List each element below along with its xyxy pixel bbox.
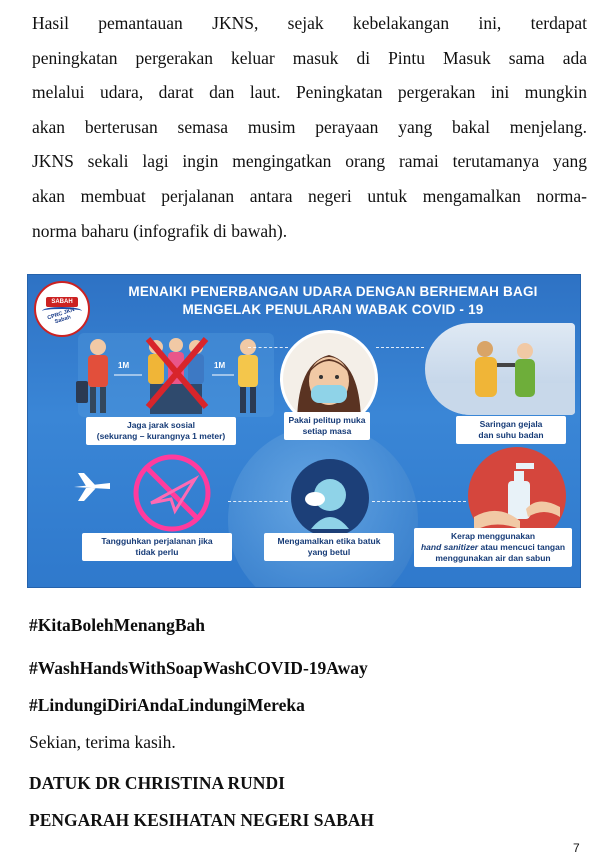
distance-label-left: 1M <box>118 361 130 370</box>
postpone-travel-illustration <box>123 453 221 533</box>
social-distancing-illustration <box>76 327 276 419</box>
cough-etiquette-illustration <box>291 459 369 537</box>
paragraph-line: peningkatan pergerakan keluar masuk di Pintu Masuk sama ada <box>32 47 587 68</box>
infographic-title <box>98 283 568 319</box>
airplane-icon <box>72 471 112 503</box>
body-paragraph <box>32 6 587 248</box>
distance-label-right: 1M <box>214 361 226 370</box>
infographic-title-line2: MENGELAK PENULARAN WABAK COVID - 19 <box>182 302 484 317</box>
connector-line <box>228 501 288 502</box>
connector-line <box>248 347 288 348</box>
covid-travel-infographic <box>27 274 581 588</box>
hashtag: #WashHandsWithSoapWashCOVID-19Away <box>29 658 368 678</box>
caption-social-distancing: Jaga jarak sosial (sekurang – kurangnya 1 meter) <box>86 417 236 445</box>
signatory-title: PENGARAH KESIHATAN NEGERI SABAH <box>29 810 375 830</box>
coughing-person-icon <box>291 459 369 537</box>
hashtag: #LindungiDiriAndaLindungiMereka <box>29 695 305 715</box>
paragraph-line: melalui udara, darat dan laut. Peningkatan pergerakan ini mungkin <box>32 82 587 103</box>
caption-wear-mask: Pakai pelitup muka setiap masa <box>284 412 370 440</box>
thermal-screening-icon <box>425 323 575 415</box>
paragraph-line: akan membuat perjalanan antara negeri untuk mengamalkan norma- <box>32 185 587 206</box>
connector-line <box>376 347 424 348</box>
closing-text: Sekian, terima kasih. <box>29 732 176 752</box>
hashtag: #KitaBolehMenangBah <box>29 615 205 635</box>
logo-ring-text: CPRC JKN Sabah <box>46 306 76 326</box>
caption-screening: Saringan gejala dan suhu badan <box>456 416 566 444</box>
screening-illustration <box>425 323 575 415</box>
caption-postpone-travel: Tangguhkan perjalanan jika tidak perlu <box>82 533 232 561</box>
paragraph-line: Hasil pemantauan JKNS, sejak kebelakangan ini, terdapat <box>32 13 587 33</box>
signatory-name: DATUK DR CHRISTINA RUNDI <box>29 773 285 793</box>
infographic-title-line1: MENAIKI PENERBANGAN UDARA DENGAN BERHEMAH BAGI <box>128 284 538 299</box>
logo-band-text: SABAH <box>51 299 73 305</box>
paragraph-line: JKNS sekali lagi ingin mengingatkan orang ramai terutamanya yang <box>32 151 587 172</box>
connector-line <box>372 501 466 502</box>
paragraph-line: akan berterusan semasa musim perayaan yang bakal menjelang. <box>32 116 587 137</box>
caption-hand-wash: Kerap menggunakan hand sanitizer atau mencuci tangan menggunakan air dan sabun <box>414 528 572 567</box>
page-number: 7 <box>573 841 580 855</box>
caption-cough-etiquette: Mengamalkan etika batuk yang betul <box>264 533 394 561</box>
paragraph-line: norma baharu (infografik di bawah). <box>32 220 288 241</box>
group-crossed-icon <box>148 338 206 414</box>
